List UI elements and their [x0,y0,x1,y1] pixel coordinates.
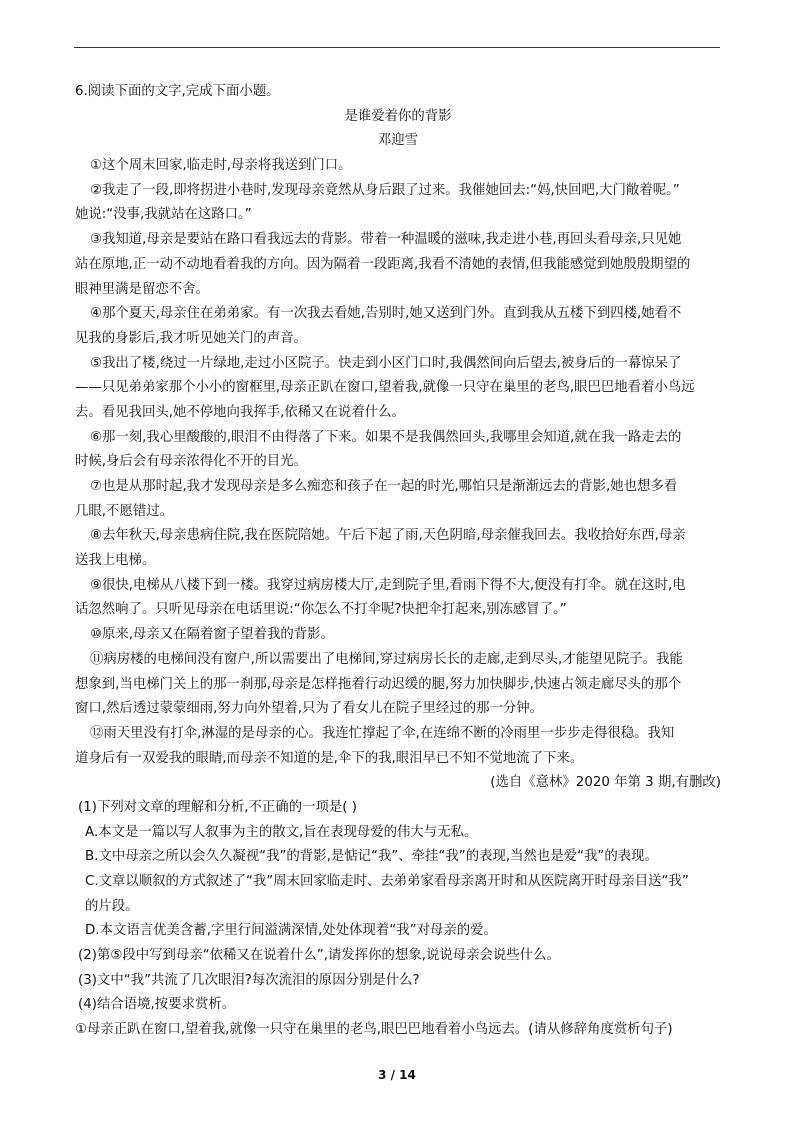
question-line: (1)下列对文章的理解和分析,不正确的一项是( ) [78,799,357,815]
question-line: (2)第⑤段中写到母亲“依稀又在说着什么”,请发挥你的想象,说说母亲会说些什么。 [78,948,560,964]
question-list [75,796,721,1043]
article-body [75,154,721,771]
question-line: C.文章以顺叙的方式叙述了“我”周末回家临走时、去弟弟家看母亲离开时和从医院离开时母亲目送“我” [85,874,689,889]
article-author: 邓迎雪 [377,133,419,149]
question-line: ①母亲正趴在窗口,望着我,就像一只守在巢里的老鸟,眼巴巴地看着小鸟远去。(请从修辞角度赏析句子) [75,1022,673,1038]
paragraph-line: ④那个夏天,母亲住在弟弟家。有一次我去看她,告别时,她又送到门外。直到我从五楼下到四楼,她看不 [90,306,682,322]
question-line: D.本文语言优美含蓄,字里行间溢满深情,处处体现着“我”对母亲的爱。 [85,923,497,939]
paragraph-line: 话忽然响了。只听见母亲在电话里说:“你怎么不打伞呢?快把伞打起来,别冻感冒了。” [75,602,567,618]
paragraph-line: 几眼,不愿错过。 [75,503,173,519]
paragraph-line: 时候,身后会有母亲浓得化不开的目光。 [75,454,307,470]
article-source: (选自《意林》2020 年第 3 期,有删改) [490,775,721,791]
paragraph-line: ⑥那一刻,我心里酸酸的,眼泪不由得落了下来。如果不是我偶然回头,我哪里会知道,就在我一路走去的 [90,429,682,445]
question-line: A.本文是一篇以写人叙事为主的散文,旨在表现母爱的伟大与无私。 [85,824,478,840]
question-line: (3)文中“我”共流了几次眼泪?每次流泪的原因分别是什么? [78,972,420,988]
paragraph-line: 道身后有一双爱我的眼睛,而母亲不知道的是,伞下的我,眼泪早已不知不觉地流了下来。 [75,750,584,766]
paragraph-line: 窗口,然后透过蒙蒙细雨,努力向外望着,只为了看女儿在院子里经过的那一分钟。 [75,701,544,717]
question-line: (4)结合语境,按要求赏析。 [78,997,236,1013]
paragraph-line: ⑨很快,电梯从八楼下到一楼。我穿过病房楼大厅,走到院子里,看雨下得不大,便没有打伞。就在这时,电 [90,577,686,593]
paragraph-line: ⑦也是从那时起,我才发现母亲是多么痴恋和孩子在一起的时光,哪怕只是渐渐远去的背影,她也想多看 [90,479,678,494]
paragraph-line: 想象到,当电梯门关上的那一刹那,母亲是怎样拖着行动迟缓的腿,努力加快脚步,快速占领走廊尽头的那个 [75,676,682,692]
page-number: 3 / 14 [378,1068,416,1082]
question-line: B.文中母亲之所以会久久凝视“我”的背影,是惦记“我”、牵挂“我”的表现,当然也是爱“我”的表现。 [85,849,658,865]
paragraph-line: 去。看见我回头,她不停地向我挥手,依稀又在说着什么。 [75,404,405,420]
paragraph-line: ⑧去年秋天,母亲患病住院,我在医院陪她。午后下起了雨,天色阴暗,母亲催我回去。我收拾好东西,母亲 [90,528,686,544]
article-title: 是谁爱着你的背影 [344,108,452,124]
paragraph-line: ②我走了一段,即将拐进小巷时,发现母亲竟然从身后跟了过来。我催她回去:“妈,快回吧,大门敞着呢。” [90,182,680,198]
paragraph-line: ③我知道,母亲是要站在路口看我远去的背影。带着一种温暖的滋味,我走进小巷,再回头看母亲,只见她 [90,232,682,248]
paragraph-line: 她说:“没事,我就站在这路口。” [75,207,252,223]
paragraph-line: ⑩原来,母亲又在隔着窗子望着我的背影。 [90,627,334,643]
paragraph-line: ①这个周末回家,临走时,母亲将我送到门口。 [90,158,352,174]
paragraph-line: 见我的身影后,我才听见她关门的声音。 [75,330,307,346]
header-rule [74,47,720,48]
paragraph-line: ——只见弟弟家那个小小的窗框里,母亲正趴在窗口,望着我,就像一只守在巢里的老鸟,眼巴巴地看着小鸟远 [75,380,695,396]
question-line: 的片段。 [85,898,139,914]
paragraph-line: 眼神里满是留恋不舍。 [75,281,209,297]
paragraph-line: 送我上电梯。 [75,553,156,569]
question-heading: 6.阅读下面的文字,完成下面小题。 [75,84,280,99]
paragraph-line: ⑪病房楼的电梯间没有窗户,所以需要出了电梯间,穿过病房长长的走廊,走到尽头,才能望见院子。我能 [90,651,683,667]
document-body [75,80,721,1043]
paragraph-line: 站在原地,正一动不动地看着我的方向。因为隔着一段距离,我看不清她的表情,但我能感觉到她殷殷期望的 [75,256,691,272]
paragraph-line: ⑤我出了楼,绕过一片绿地,走过小区院子。快走到小区门口时,我偶然间向后望去,被身后的一幕惊呆了 [90,355,682,371]
paragraph-line: ⑫雨天里没有打伞,淋湿的是母亲的心。我连忙撑起了伞,在连绵不断的冷雨里一步步走得很稳。我知 [90,725,675,741]
